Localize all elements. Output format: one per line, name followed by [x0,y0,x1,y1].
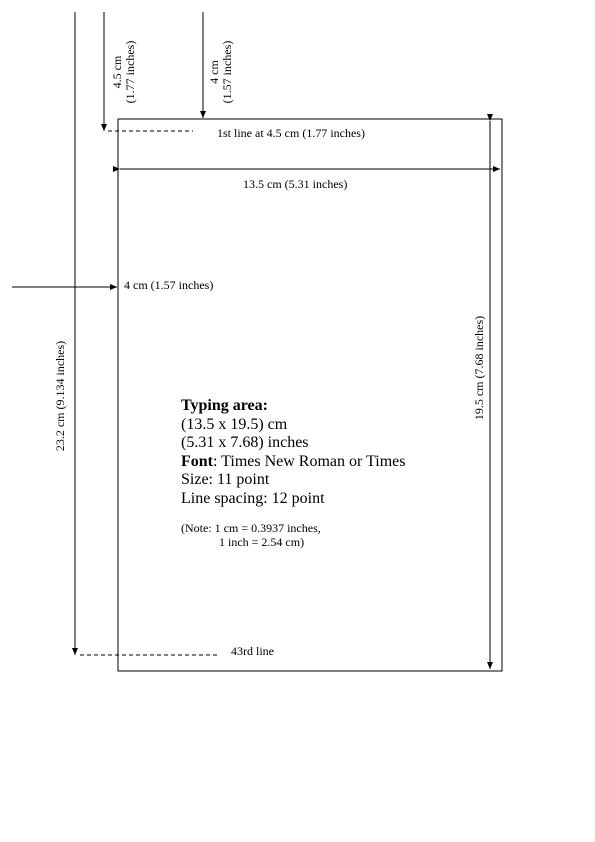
conversion-note [181,521,321,549]
typing-area-size-in: (5.31 x 7.68) inches [181,434,309,451]
width-label: 13.5 cm (5.31 inches) [243,177,348,191]
note-line-1: (Note: 1 cm = 0.3937 inches, [181,521,321,535]
total-height-label: 23.2 cm (9.134 inches) [53,340,67,452]
font-label: Font [181,452,213,470]
left-margin-label: 4 cm (1.57 inches) [124,278,214,292]
font-value: : Times New Roman or Times [213,452,406,470]
first-line-label: 1st line at 4.5 cm (1.77 inches) [217,126,365,140]
typing-area-title: Typing area: [181,397,268,414]
size-spec: Size: 11 point [181,471,270,488]
first-line-margin-label: 4.5 cm (1.77 inches) [110,40,137,104]
typing-area-info [181,397,405,508]
last-line-label: 43rd line [231,644,274,658]
note-line-2: 1 inch = 2.54 cm) [219,535,305,549]
typing-area-size-cm: (13.5 x 19.5) cm [181,415,288,433]
typing-area-box [118,119,502,671]
height-label: 19.5 cm (7.68 inches) [472,315,486,421]
line-spacing-spec: Line spacing: 12 point [181,489,325,507]
top-margin-label: 4 cm (1.57 inches) [207,40,234,104]
